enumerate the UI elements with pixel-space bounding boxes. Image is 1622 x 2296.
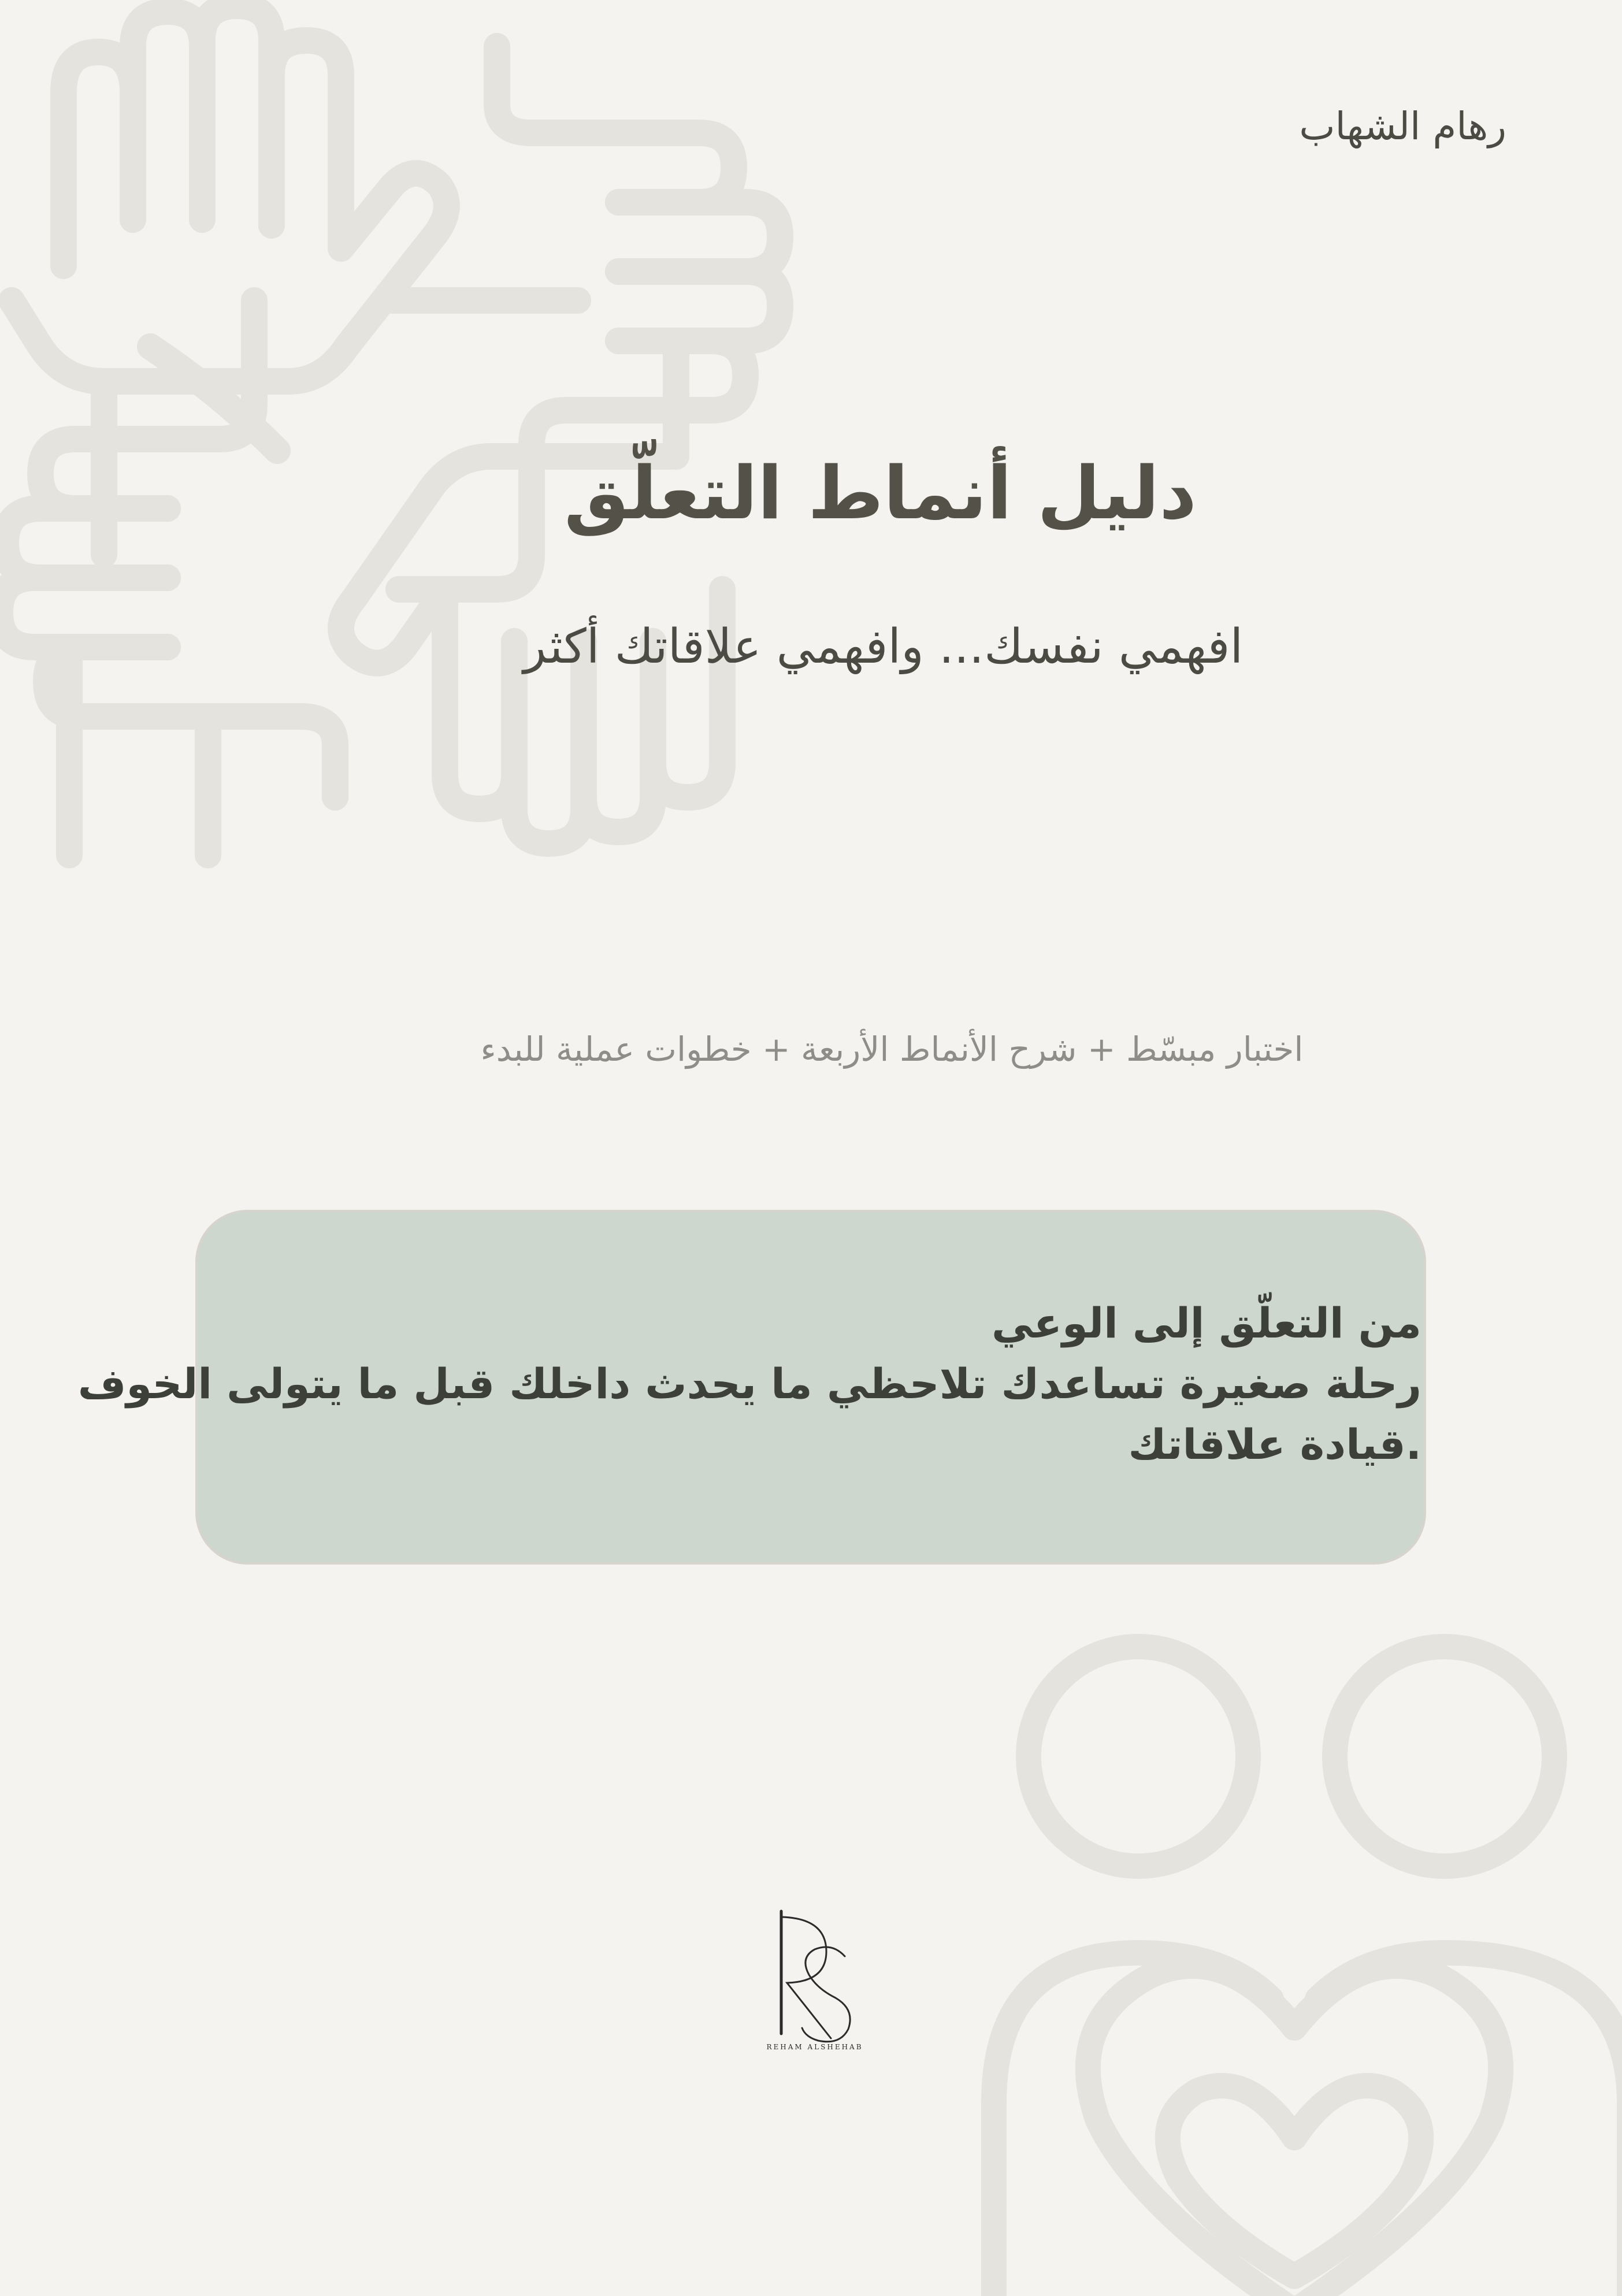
callout-heading: من التعلّق إلى الوعي [991,1299,1421,1347]
rs-monogram-icon [745,1901,884,2051]
author-name: رهام الشهاب [1299,104,1506,148]
callout-line: .قيادة علاقاتك [1128,1420,1421,1469]
people-heart-icon [925,1629,1622,2296]
page-subtitle: افهمي نفسك... وافهمي علاقاتك أكثر [523,619,1244,674]
logo-wordmark: REHAM ALSHEHAB [766,2043,863,2051]
hands-circle-icon [0,0,878,890]
brand-logo [745,1901,884,2074]
callout-line: رحلة صغيرة تساعدك تلاحظي ما يحدث داخلك قبل ما يتولى الخوف [77,1359,1421,1408]
contents-summary: اختبار مبسّط + شرح الأنماط الأربعة + خطوات عملية للبدء [480,1030,1304,1069]
page-title: دليل أنماط التعلّق [564,451,1197,536]
callout-text [77,1293,1421,1475]
intro-callout-box [77,1210,1426,1565]
